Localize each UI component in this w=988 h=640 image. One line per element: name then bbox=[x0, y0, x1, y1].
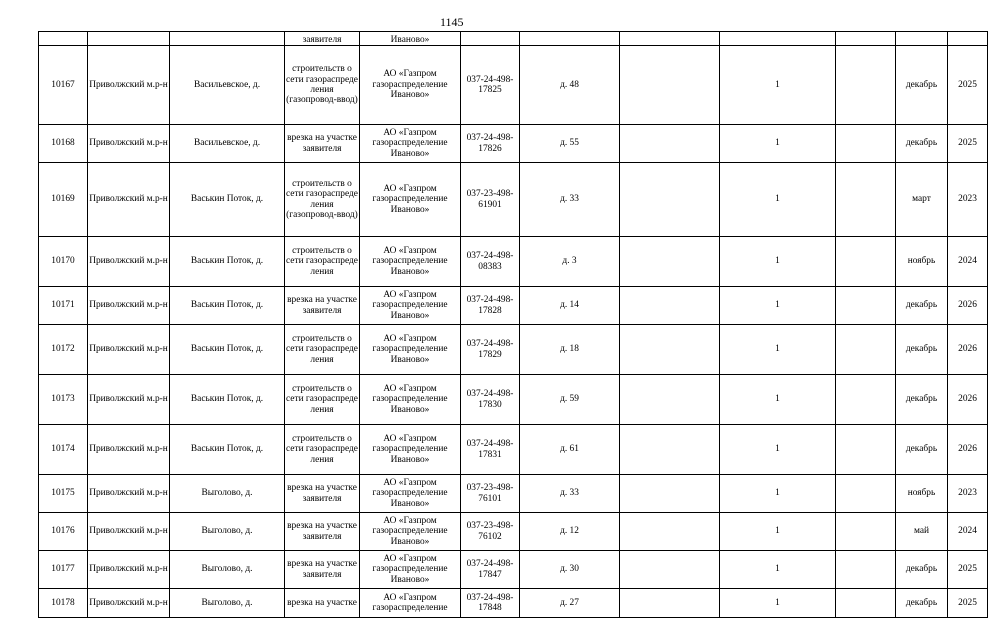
cell-empty bbox=[836, 325, 896, 375]
cell-locality: Васькин Поток, д. bbox=[170, 425, 285, 475]
cell-year: 2024 bbox=[948, 237, 988, 287]
cell-year: 2025 bbox=[948, 589, 988, 618]
cell-empty bbox=[836, 375, 896, 425]
cell-row-number: 10176 bbox=[39, 513, 88, 551]
cell-year: 2026 bbox=[948, 425, 988, 475]
cell-empty bbox=[836, 425, 896, 475]
cell-house-number: д. 33 bbox=[520, 475, 620, 513]
cell-empty bbox=[836, 237, 896, 287]
cell-organization: АО «Газпром газораспределение Иваново» bbox=[360, 375, 461, 425]
cell-year: 2025 bbox=[948, 551, 988, 589]
table-row bbox=[39, 163, 988, 237]
cell-year: 2024 bbox=[948, 513, 988, 551]
cell-connection-method: врезка на участке заявителя bbox=[285, 551, 360, 589]
cell-empty bbox=[720, 32, 836, 46]
cell-empty bbox=[620, 475, 720, 513]
cell-house-number: д. 14 bbox=[520, 287, 620, 325]
cell-empty bbox=[836, 46, 896, 125]
cell-month: декабрь bbox=[896, 589, 948, 618]
table-row bbox=[39, 551, 988, 589]
cell-connection-method: строительств о сети газораспреде ления bbox=[285, 425, 360, 475]
cell-quantity: 1 bbox=[720, 513, 836, 551]
cell-empty bbox=[620, 589, 720, 618]
cell-organization: АО «Газпром газораспределение Иваново» bbox=[360, 513, 461, 551]
cell-quantity: 1 bbox=[720, 125, 836, 163]
table-row bbox=[39, 589, 988, 618]
cell-locality: Выголово, д. bbox=[170, 475, 285, 513]
cell-empty bbox=[39, 32, 88, 46]
cell-connection-method: врезка на участке bbox=[285, 589, 360, 618]
cell-empty bbox=[836, 287, 896, 325]
cell-quantity: 1 bbox=[720, 589, 836, 618]
table-row bbox=[39, 513, 988, 551]
cell-month: декабрь bbox=[896, 287, 948, 325]
page-number: 1145 bbox=[440, 15, 464, 29]
cell-row-number: 10172 bbox=[39, 325, 88, 375]
cell-house-number: д. 59 bbox=[520, 375, 620, 425]
cell-empty bbox=[620, 551, 720, 589]
cell-district: Приволжский м.р-н bbox=[88, 325, 170, 375]
cell-empty bbox=[836, 589, 896, 618]
cell-year: 2023 bbox=[948, 163, 988, 237]
cell-house-number: д. 18 bbox=[520, 325, 620, 375]
cell-house-number: д. 3 bbox=[520, 237, 620, 287]
cell-application-code: 037-24-498-17831 bbox=[461, 425, 520, 475]
cell-quantity: 1 bbox=[720, 551, 836, 589]
cell-month: ноябрь bbox=[896, 475, 948, 513]
cell-year: 2026 bbox=[948, 287, 988, 325]
cell-empty bbox=[520, 32, 620, 46]
cell-empty bbox=[620, 325, 720, 375]
cell-locality: Выголово, д. bbox=[170, 551, 285, 589]
cell-application-code: 037-23-498-76101 bbox=[461, 475, 520, 513]
cell-empty bbox=[620, 237, 720, 287]
cell-locality: Васькин Поток, д. bbox=[170, 287, 285, 325]
cell-organization: АО «Газпром газораспределение Иваново» bbox=[360, 46, 461, 125]
cell-house-number: д. 33 bbox=[520, 163, 620, 237]
cell-empty bbox=[620, 163, 720, 237]
cell-district: Приволжский м.р-н bbox=[88, 589, 170, 618]
cell-organization: АО «Газпром газораспределение Иваново» bbox=[360, 475, 461, 513]
cell-empty bbox=[836, 551, 896, 589]
cell-district: Приволжский м.р-н bbox=[88, 475, 170, 513]
cell-organization: АО «Газпром газораспределение Иваново» bbox=[360, 425, 461, 475]
cell-empty bbox=[896, 32, 948, 46]
cell-year: 2025 bbox=[948, 46, 988, 125]
cell-locality: Васькин Поток, д. bbox=[170, 163, 285, 237]
cell-organization: Иваново» bbox=[360, 32, 461, 46]
cell-month: март bbox=[896, 163, 948, 237]
cell-organization: АО «Газпром газораспределение Иваново» bbox=[360, 551, 461, 589]
cell-quantity: 1 bbox=[720, 475, 836, 513]
cell-application-code: 037-24-498-08383 bbox=[461, 237, 520, 287]
cell-locality: Васильевское, д. bbox=[170, 125, 285, 163]
cell-quantity: 1 bbox=[720, 375, 836, 425]
cell-row-number: 10171 bbox=[39, 287, 88, 325]
cell-application-code: 037-24-498-17830 bbox=[461, 375, 520, 425]
cell-organization: АО «Газпром газораспределение Иваново» bbox=[360, 237, 461, 287]
cell-empty bbox=[620, 375, 720, 425]
cell-organization: АО «Газпром газораспределение Иваново» bbox=[360, 125, 461, 163]
cell-empty bbox=[170, 32, 285, 46]
cell-empty bbox=[620, 425, 720, 475]
cell-row-number: 10168 bbox=[39, 125, 88, 163]
table-row bbox=[39, 237, 988, 287]
cell-empty bbox=[620, 513, 720, 551]
cell-empty bbox=[620, 32, 720, 46]
cell-row-number: 10173 bbox=[39, 375, 88, 425]
cell-connection-method: строительств о сети газораспреде ления (газопровод-ввод) bbox=[285, 163, 360, 237]
cell-year: 2025 bbox=[948, 125, 988, 163]
cell-row-number: 10174 bbox=[39, 425, 88, 475]
cell-house-number: д. 55 bbox=[520, 125, 620, 163]
table-row bbox=[39, 125, 988, 163]
cell-organization: АО «Газпром газораспределение bbox=[360, 589, 461, 618]
cell-application-code: 037-24-498-17825 bbox=[461, 46, 520, 125]
cell-connection-method: строительств о сети газораспреде ления bbox=[285, 325, 360, 375]
cell-locality: Васькин Поток, д. bbox=[170, 375, 285, 425]
cell-row-number: 10175 bbox=[39, 475, 88, 513]
table-body bbox=[39, 32, 988, 618]
cell-organization: АО «Газпром газораспределение Иваново» bbox=[360, 287, 461, 325]
cell-connection-method: строительств о сети газораспреде ления bbox=[285, 237, 360, 287]
cell-empty bbox=[948, 32, 988, 46]
cell-empty bbox=[620, 287, 720, 325]
cell-connection-method: строительств о сети газораспреде ления bbox=[285, 375, 360, 425]
cell-row-number: 10170 bbox=[39, 237, 88, 287]
cell-application-code: 037-24-498-17829 bbox=[461, 325, 520, 375]
cell-application-code: 037-24-498-17826 bbox=[461, 125, 520, 163]
cell-empty bbox=[620, 46, 720, 125]
cell-empty bbox=[836, 32, 896, 46]
cell-organization: АО «Газпром газораспределение Иваново» bbox=[360, 163, 461, 237]
table-row bbox=[39, 425, 988, 475]
cell-quantity: 1 bbox=[720, 163, 836, 237]
cell-application-code: 037-24-498-17848 bbox=[461, 589, 520, 618]
cell-locality: Васильевское, д. bbox=[170, 46, 285, 125]
cell-house-number: д. 30 bbox=[520, 551, 620, 589]
cell-connection-method: врезка на участке заявителя bbox=[285, 513, 360, 551]
cell-district: Приволжский м.р-н bbox=[88, 551, 170, 589]
cell-month: ноябрь bbox=[896, 237, 948, 287]
cell-locality: Выголово, д. bbox=[170, 513, 285, 551]
cell-connection-method: заявителя bbox=[285, 32, 360, 46]
cell-row-number: 10167 bbox=[39, 46, 88, 125]
cell-empty bbox=[461, 32, 520, 46]
cell-application-code: 037-24-498-17828 bbox=[461, 287, 520, 325]
cell-connection-method: врезка на участке заявителя bbox=[285, 125, 360, 163]
table-row bbox=[39, 287, 988, 325]
cell-house-number: д. 48 bbox=[520, 46, 620, 125]
cell-connection-method: строительств о сети газораспреде ления (газопровод-ввод) bbox=[285, 46, 360, 125]
cell-quantity: 1 bbox=[720, 325, 836, 375]
table-row bbox=[39, 375, 988, 425]
cell-district: Приволжский м.р-н bbox=[88, 46, 170, 125]
cell-month: декабрь bbox=[896, 551, 948, 589]
cell-quantity: 1 bbox=[720, 425, 836, 475]
cell-application-code: 037-23-498-61901 bbox=[461, 163, 520, 237]
table-row bbox=[39, 475, 988, 513]
cell-district: Приволжский м.р-н bbox=[88, 425, 170, 475]
cell-district: Приволжский м.р-н bbox=[88, 513, 170, 551]
cell-locality: Васькин Поток, д. bbox=[170, 325, 285, 375]
table-row bbox=[39, 325, 988, 375]
cell-district: Приволжский м.р-н bbox=[88, 125, 170, 163]
cell-month: май bbox=[896, 513, 948, 551]
cell-application-code: 037-24-498-17847 bbox=[461, 551, 520, 589]
table-row-continued bbox=[39, 32, 988, 46]
cell-quantity: 1 bbox=[720, 237, 836, 287]
cell-house-number: д. 61 bbox=[520, 425, 620, 475]
cell-locality: Васькин Поток, д. bbox=[170, 237, 285, 287]
cell-empty bbox=[88, 32, 170, 46]
cell-quantity: 1 bbox=[720, 287, 836, 325]
cell-year: 2026 bbox=[948, 325, 988, 375]
cell-month: декабрь bbox=[896, 325, 948, 375]
cell-district: Приволжский м.р-н bbox=[88, 375, 170, 425]
gas-connection-register-table bbox=[38, 31, 988, 618]
cell-locality: Выголово, д. bbox=[170, 589, 285, 618]
cell-house-number: д. 12 bbox=[520, 513, 620, 551]
cell-district: Приволжский м.р-н bbox=[88, 237, 170, 287]
cell-year: 2026 bbox=[948, 375, 988, 425]
cell-month: декабрь bbox=[896, 46, 948, 125]
cell-empty bbox=[836, 475, 896, 513]
cell-empty bbox=[836, 125, 896, 163]
cell-application-code: 037-23-498-76102 bbox=[461, 513, 520, 551]
cell-district: Приволжский м.р-н bbox=[88, 287, 170, 325]
cell-organization: АО «Газпром газораспределение Иваново» bbox=[360, 325, 461, 375]
table-row bbox=[39, 46, 988, 125]
cell-row-number: 10177 bbox=[39, 551, 88, 589]
cell-empty bbox=[836, 163, 896, 237]
cell-row-number: 10169 bbox=[39, 163, 88, 237]
cell-month: декабрь bbox=[896, 425, 948, 475]
cell-quantity: 1 bbox=[720, 46, 836, 125]
cell-connection-method: врезка на участке заявителя bbox=[285, 475, 360, 513]
cell-house-number: д. 27 bbox=[520, 589, 620, 618]
cell-month: декабрь bbox=[896, 125, 948, 163]
cell-month: декабрь bbox=[896, 375, 948, 425]
cell-empty bbox=[620, 125, 720, 163]
cell-year: 2023 bbox=[948, 475, 988, 513]
cell-connection-method: врезка на участке заявителя bbox=[285, 287, 360, 325]
cell-row-number: 10178 bbox=[39, 589, 88, 618]
cell-district: Приволжский м.р-н bbox=[88, 163, 170, 237]
cell-empty bbox=[836, 513, 896, 551]
